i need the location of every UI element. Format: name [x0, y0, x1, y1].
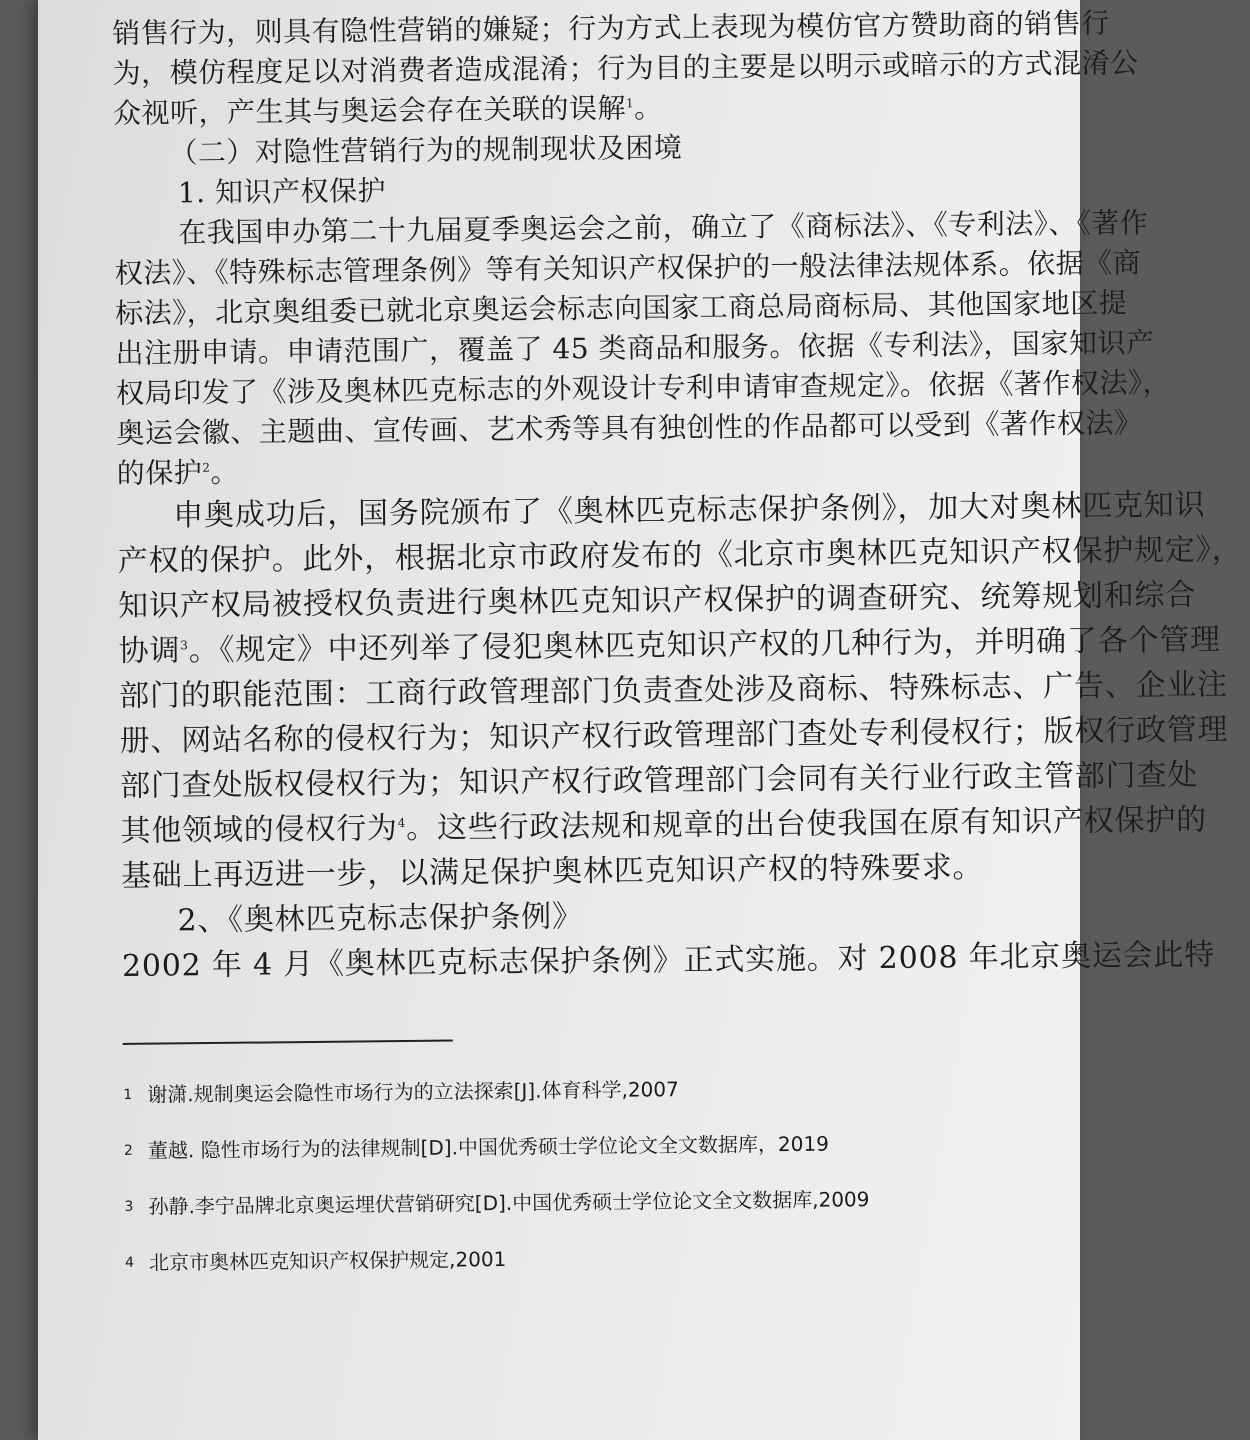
text-line	[121, 934, 1216, 989]
line-text: 部门查处版权侵权行为；知识产权行政管理部门会同有关行业行政主管部门查处	[119, 757, 1199, 804]
line-text: 2002 年 4 月《奥林匹克标志保护条例》正式实施。对 2008 年北京奥运会此特	[121, 937, 1216, 984]
footnote-number: 3	[124, 1198, 134, 1215]
footnote-text: 董越. 隐性市场行为的法律规制[D].中国优秀硕士学位论文全文数据库，2019	[147, 1131, 829, 1163]
page-content	[112, 4, 1243, 1305]
footnote-marker: 3	[180, 638, 189, 653]
footnote-text: 孙静.李宁品牌北京奥运埋伏营销研究[D].中国优秀硕士学位论文全文数据库,2009	[148, 1187, 870, 1219]
line-text: 销售行为，则具有隐性营销的嫌疑；行为方式上表现为模仿官方赞助商的销售行	[112, 6, 1110, 50]
line-text: 基础上再迈进一步，以满足保护奥林匹克知识产权的特殊要求。	[120, 849, 984, 894]
line-text: 知识产权局被授权负责进行奥林匹克知识产权保护的调查研究、统筹规划和综合	[118, 577, 1197, 624]
line-text: 其他领域的侵权行为	[120, 811, 398, 849]
line-text: 册、网站名称的侵权行为；知识产权行政管理部门查处专利侵权行；版权行政管理	[119, 712, 1229, 759]
footnote	[124, 1127, 1074, 1165]
document-page	[38, 0, 1243, 1440]
footnote-marker: 4	[397, 815, 407, 831]
line-text: 部门的职能范围：工商行政管理部门负责查处涉及商标、特殊标志、广告、企业注	[118, 667, 1229, 714]
footnote-number: 4	[124, 1254, 135, 1271]
footnote-marker: 2	[202, 460, 211, 475]
line-text: 申奥成功后，国务院颁布了《奥林匹克标志保护条例》，加大对奥林匹克知识	[173, 487, 1206, 534]
line-text: 2、《奥林匹克标志保护条例》	[177, 899, 583, 939]
footnote	[124, 1183, 1074, 1221]
line-text-tail: 。这些行政法规和规章的出台使我国在原有知识产权保护的	[406, 802, 1208, 846]
line-text: 在我国申办第二十九届夏季奥运会之前，确立了《商标法》、《专利法》、《著作	[178, 206, 1149, 250]
line-text-tail: 。	[633, 91, 663, 125]
footnotes	[123, 1071, 1075, 1277]
line-text: 1. 知识产权保护	[177, 174, 387, 210]
line-text: 为，模仿程度足以对消费者造成混淆；行为目的主要是以明示或暗示的方式混淆公	[112, 46, 1139, 90]
line-text: 标法》，北京奥组委已就北京奥运会标志向国家工商总局商标局、其他国家地区提	[114, 286, 1128, 330]
footnote	[125, 1239, 1075, 1277]
line-text: 奥运会徽、主题曲、宣传画、艺术秀等具有独创性的作品都可以受到《著作权法》	[116, 406, 1143, 450]
footnote-marker: 1	[625, 96, 635, 111]
footnote-number: 2	[123, 1142, 133, 1159]
line-text: 众视听，产生其与奥运会存在关联的误解	[112, 91, 627, 130]
footnote-separator	[123, 1039, 453, 1044]
line-text: 产权的保护。此外，根据北京市政府发布的《北京市奥林匹克知识产权保护规定》，	[117, 532, 1243, 579]
footnote	[123, 1071, 1073, 1109]
line-text: （二）对隐性营销行为的规制现状及困境	[169, 131, 683, 170]
line-text: 权法》、《特殊标志管理条例》等有关知识产权保护的一般法律法规体系。依据《商	[114, 246, 1142, 290]
footnote-text: 北京市奥林匹克知识产权保护规定,2001	[148, 1246, 507, 1275]
line-text: 权局印发了《涉及奥林匹克标志的外观设计专利申请审查规定》。依据《著作权法》，	[115, 365, 1172, 410]
line-text-tail: 。	[210, 455, 240, 489]
line-text: 的保护	[116, 456, 203, 490]
line-text: 协调	[118, 633, 181, 669]
line-text: 出注册申请。申请范围广，覆盖了 45 类商品和服务。依据《专利法》，国家知识产	[115, 326, 1155, 370]
footnote-text: 谢潇.规制奥运会隐性市场行为的立法探索[J].体育科学,2007	[147, 1077, 679, 1107]
footnote-number: 1	[123, 1086, 133, 1103]
line-text-tail: 。《规定》中还列举了侵犯奥林匹克知识产权的几种行为，并明确了各个管理	[188, 622, 1222, 669]
body-text	[112, 4, 1243, 989]
